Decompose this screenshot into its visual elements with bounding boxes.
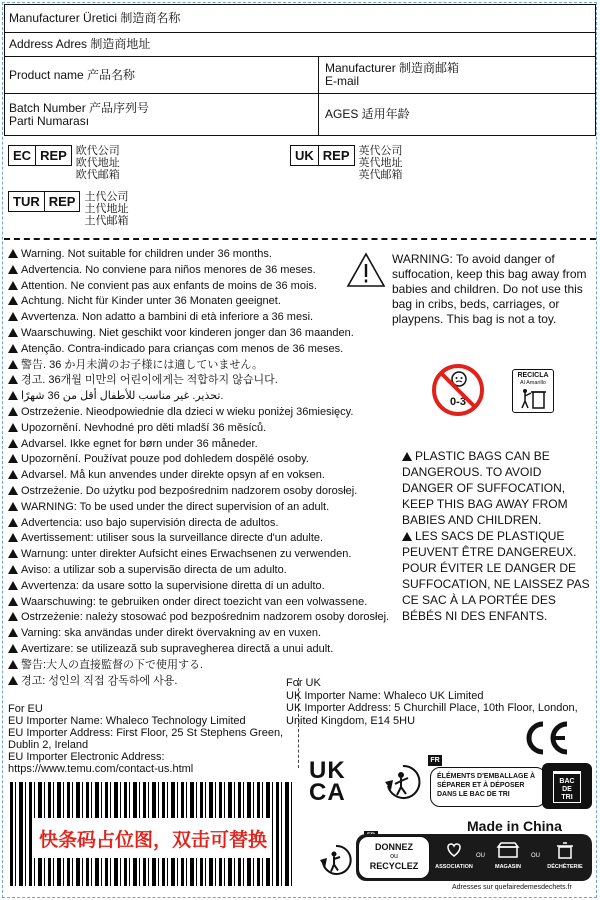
warning-line: Warning. Not suitable for children under 36 months.: [8, 247, 398, 263]
plastic-bag-warning: [402, 448, 594, 624]
warning-icon: [8, 518, 18, 527]
donnez-badge: DONNEZ ou RECYCLEZ: [358, 836, 430, 879]
barcode-placeholder[interactable]: [10, 782, 294, 886]
warning-triangle-icon: [346, 252, 386, 288]
product-row: [4, 57, 596, 94]
warning-icon: [8, 281, 18, 290]
sort-bin-icon: BAC DE TRI: [542, 763, 592, 809]
warning-icon: [8, 628, 18, 637]
donnez-recyclez-block: DONNEZ ou RECYCLEZ ASSOCIATION OU MAGASIN OU DÉCHÈTERIE: [356, 831, 594, 882]
ce-mark-icon: [521, 720, 571, 756]
triman-info-box: FR ÉLÉMENTS D'EMBALLAGE À SÉPARER ET À DÉPOSER DANS LE BAC DE TRI BAC DE TRI: [428, 755, 594, 811]
heart-hand-icon: [443, 841, 465, 859]
recicla-icon: RECICLA Al Amarillo: [512, 369, 554, 413]
footer-address-note: Adresses sur quefairedemesdechets.fr: [452, 884, 572, 891]
address-label: Address Adres 制造商地址: [9, 37, 151, 51]
warning-line: Aviso: a utilizar sob a supervisão directa de um adulto.: [8, 563, 398, 579]
warning-line: Achtung. Nicht für Kinder unter 36 Monaten geeignet.: [8, 294, 398, 310]
warning-icon: [8, 502, 18, 511]
warning-icon: [8, 360, 18, 369]
warning-line: Advarsel. Ikke egnet for børn under 36 måneder.: [8, 437, 398, 453]
barcode-placeholder-text: 快条码占位图，双击可替换: [34, 818, 272, 858]
plastic-warning-fr: LES SACS DE PLASTIQUE PEUVENT ÊTRE DANGEREUX. POUR ÉVITER LE DANGER DE SUFFOCATION, NE LAISSEZ PAS CE SAC À LA PORTÉE DES BÉBÉS NI DES ENFANTS.: [402, 529, 590, 623]
warning-icon: [8, 296, 18, 305]
waste-center-icon: [554, 841, 576, 859]
manufacturer-row: [4, 4, 596, 33]
warning-icon: [8, 439, 18, 448]
bag-warning-text: WARNING: To avoid danger of suffocation, keep this bag away from babies and children. Do not use this bag in cribs, beds, carriages, or playpens. This bag is not a toy.: [392, 252, 587, 326]
warning-icon: [402, 532, 412, 541]
warning-icon: [8, 344, 18, 353]
ec-rep-address: 欧代公司 欧代地址 欧代邮箱: [75, 145, 120, 181]
warning-line: Upozornění. Nevhodné pro děti mladší 36 měsíců.: [8, 421, 398, 437]
warning-line: Waarschuwing. Niet geschikt voor kinderen jonger dan 36 maanden.: [8, 326, 398, 342]
warning-icon: [8, 328, 18, 337]
decheterie-option: DÉCHÈTERIE: [542, 841, 588, 870]
recycle-bin-icon: [518, 386, 548, 410]
triman-icon: [383, 762, 423, 802]
warning-icon: [8, 660, 18, 669]
warning-list: [8, 247, 398, 689]
warning-line: Waarschuwing: te gebruiken onder direct toezicht van een volwassene.: [8, 595, 398, 611]
uk-rep-address: 英代公司 英代地址 英代邮箱: [358, 145, 403, 181]
association-option: ASSOCIATION: [434, 841, 474, 870]
warning-line: Advertencia: uso bajo supervisión directa de adultos.: [8, 516, 398, 532]
batch-number-label: Batch Number 产品序列号 Parti Numarası: [9, 100, 150, 128]
ec-rep-tag: EC REP: [8, 145, 72, 166]
warning-icon: [8, 676, 18, 685]
warning-icon: [8, 312, 18, 321]
warning-icon: [8, 597, 18, 606]
warning-line: Varning: ska användas under direkt övervakning av en vuxen.: [8, 626, 398, 642]
tur-rep-address: 土代公司 土代地址 土代邮箱: [84, 191, 129, 227]
ukca-mark: UK CA: [309, 757, 346, 806]
shop-icon: [496, 841, 520, 859]
batch-row: [4, 94, 596, 136]
warning-line: Attention. Ne convient pas aux enfants de moins de 36 mois.: [8, 279, 398, 295]
warning-line: Warnung: unter direkter Aufsicht eines Erwachsenen zu verwenden.: [8, 547, 398, 563]
warning-line: 警告. 36 か月未満のお子様には適していません。: [8, 358, 398, 374]
warning-line: 警告:大人の直接監督の下で使用する.: [8, 658, 398, 674]
warning-line: Advertencia. No conviene para niños menores de 36 meses.: [8, 263, 398, 279]
warning-icon: [8, 391, 18, 400]
age-mark-text: 0-3: [450, 396, 466, 408]
warning-line: تحذير. غير مناسب للأطفال أقل من 36 شهرًا.: [8, 389, 398, 405]
ages-label: AGES 适用年龄: [325, 107, 410, 121]
not-for-under-3-icon: [431, 363, 485, 417]
warning-icon: [8, 581, 18, 590]
warning-icon: [8, 612, 18, 621]
warning-line: Avertizare: se utilizează sub supravegherea directă a unui adult.: [8, 642, 398, 658]
warning-icon: [8, 470, 18, 479]
warning-line: WARNING: To be used under the direct supervision of an adult.: [8, 500, 398, 516]
warning-line: Avvertenza. Non adatto a bambini di età inferiore a 36 mesi.: [8, 310, 398, 326]
tur-rep-tag: TUR REP: [8, 191, 80, 212]
dashed-divider: [4, 238, 596, 240]
magasin-option: MAGASIN: [488, 841, 528, 870]
warning-line: Avertissement: utiliser sous la surveillance directe d'un adulte.: [8, 531, 398, 547]
made-in-label: Made in China: [467, 818, 562, 834]
warning-icon: [8, 249, 18, 258]
uk-importer-block: For UK UK Importer Name: Whaleco UK Limited UK Importer Address: 5 Churchill Place, 10th Floor, London, United Kingdom, E14 5HU: [286, 677, 578, 727]
warning-icon: [8, 644, 18, 653]
warning-icon: [8, 423, 18, 432]
warning-line: 경고: 성인의 직접 감독하에 사용.: [8, 674, 398, 690]
warning-icon: [8, 565, 18, 574]
warning-line: Ostrzeżenie. Nieodpowiednie dla dzieci w wieku poniżej 36miesięcy.: [8, 405, 398, 421]
warning-icon: [8, 454, 18, 463]
warning-line: 경고. 36개월 미만의 어린이에게는 적합하지 않습니다.: [8, 373, 398, 389]
eu-contact-url[interactable]: https://www.temu.com/contact-us.html: [8, 763, 194, 775]
warning-line: Ostrzeżenie. Do użytku pod bezpośrednim nadzorem osoby dorosłej.: [8, 484, 398, 500]
triman-text: ÉLÉMENTS D'EMBALLAGE À SÉPARER ET À DÉPOSER DANS LE BAC DE TRI: [430, 767, 546, 807]
warning-line: Avvertenza: da usare sotto la supervisione diretta di un adulto.: [8, 579, 398, 595]
manufacturer-email-label: Manufacturer 制造商邮箱 E-mail: [325, 61, 460, 88]
warning-icon: [8, 407, 18, 416]
warning-line: Upozornění. Používat pouze pod dohledem dospělé osoby.: [8, 452, 398, 468]
manufacturer-label: Manufacturer Üretici 制造商名称: [9, 11, 181, 25]
warning-line: Atenção. Contra-indicado para crianças com menos de 36 meses.: [8, 342, 398, 358]
warning-icon: [8, 265, 18, 274]
uk-rep-tag: UK REP: [290, 145, 355, 166]
warning-icon: [8, 533, 18, 542]
address-row: [4, 33, 596, 57]
warning-line: Ostrzeżenie: należy stosować pod bezpośrednim nadzorem osoby dorosłej.: [8, 610, 398, 626]
plastic-warning-en: PLASTIC BAGS CAN BE DANGEROUS. TO AVOID DANGER OF SUFFOCATION, KEEP THIS BAG AWAY FROM BABIES AND CHILDREN.: [402, 449, 568, 527]
donnez-triman-icon: [319, 843, 353, 877]
eu-importer-block: For EU EU Importer Name: Whaleco Technology Limited EU Importer Address: First Floor, 25 St Stephens Green, Dublin 2, Ireland EU Importer Electronic Address: https://www.temu.com/contact-us.html: [8, 703, 288, 775]
warning-icon: [8, 549, 18, 558]
warning-icon: [8, 486, 18, 495]
warning-line: Advarsel. Må kun anvendes under direkte opsyn af en voksen.: [8, 468, 398, 484]
product-name-label: Product name 产品名称: [9, 67, 136, 82]
tur-rep-block: [8, 191, 128, 227]
warning-icon: [402, 452, 412, 461]
warning-icon: [8, 375, 18, 384]
uk-rep-block: [290, 145, 403, 181]
ec-rep-block: [8, 145, 120, 181]
